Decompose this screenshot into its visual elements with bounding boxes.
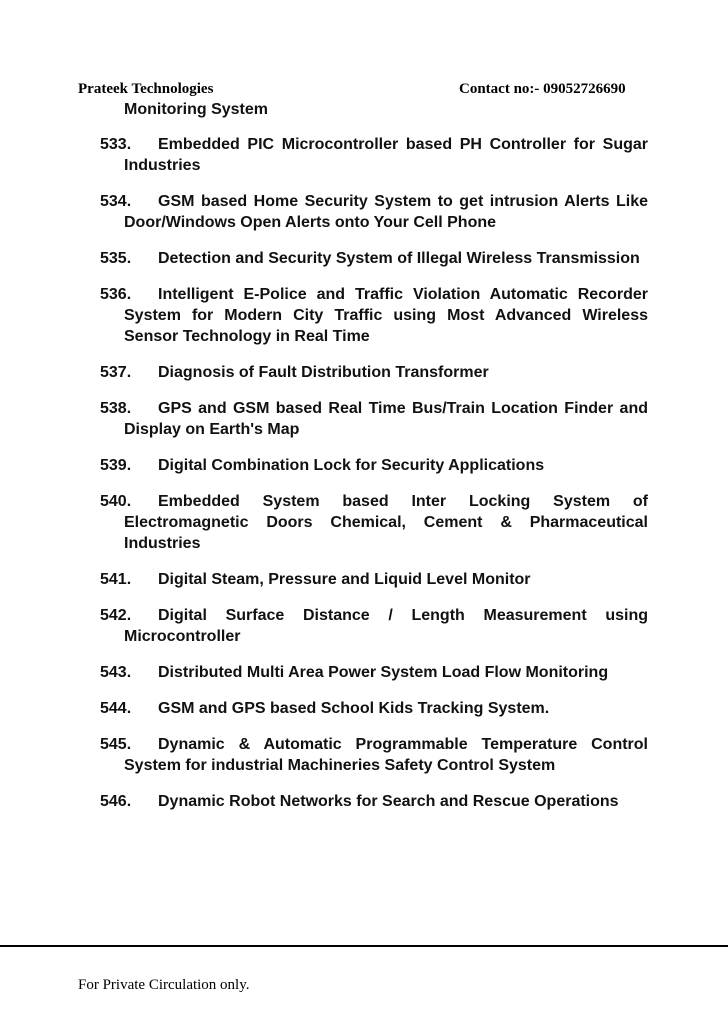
list-item [100,662,648,683]
item-text: Digital Steam, Pressure and Liquid Level Monitor [158,571,531,588]
item-text: Distributed Multi Area Power System Load Flow Monitoring [158,664,609,681]
item-number: 538. [100,400,132,417]
item-number: 539. [100,457,132,474]
contact-number: Contact no:- 09052726690 [459,81,626,97]
item-number: 537. [100,364,132,381]
footer-divider [0,945,728,947]
list-item [100,605,648,647]
item-text: Embedded System based Inter Locking System of Electromagnetic Doors Chemical, Cement & Pharmaceutical Industries [124,493,648,552]
project-list [100,99,648,827]
company-name: Prateek Technologies [78,81,214,97]
item-number: 544. [100,700,132,717]
item-text: GSM and GPS based School Kids Tracking System. [158,700,550,717]
list-item [100,398,648,440]
item-text: Dynamic Robot Networks for Search and Rescue Operations [158,793,619,810]
list-item [100,248,648,269]
item-text: Digital Combination Lock for Security Applications [158,457,545,474]
item-number: 541. [100,571,132,588]
item-text: Diagnosis of Fault Distribution Transformer [158,364,489,381]
item-number: 545. [100,736,132,753]
list-item [100,698,648,719]
items-container [100,134,648,812]
item-number: 535. [100,250,132,267]
item-number: 534. [100,193,132,210]
item-number: 540. [100,493,132,510]
item-number: 543. [100,664,132,681]
list-item [100,134,648,176]
item-number: 542. [100,607,132,624]
list-item [100,569,648,590]
item-text: Embedded PIC Microcontroller based PH Controller for Sugar Industries [124,136,648,174]
item-number: 536. [100,286,132,303]
item-text: GSM based Home Security System to get intrusion Alerts Like Door/Windows Open Alerts onto Your Cell Phone [124,193,648,231]
list-item [100,455,648,476]
item-text: Detection and Security System of Illegal Wireless Transmission [158,250,640,267]
list-item [100,734,648,776]
list-item [100,191,648,233]
list-item [100,491,648,554]
continued-line: Monitoring System [124,101,269,118]
footer-note: For Private Circulation only. [78,977,250,993]
item-text: Intelligent E-Police and Traffic Violation Automatic Recorder System for Modern City Traffic using Most Advanced Wireless Sensor Technology in Real Time [124,286,648,345]
list-item [100,791,648,812]
item-number: 546. [100,793,132,810]
item-text: Dynamic & Automatic Programmable Temperature Control System for industrial Machineries Safety Control System [124,736,648,774]
item-text: Digital Surface Distance / Length Measurement using Microcontroller [124,607,648,645]
list-item [100,284,648,347]
item-number: 533. [100,136,132,153]
list-item [100,362,648,383]
item-text: GPS and GSM based Real Time Bus/Train Location Finder and Display on Earth's Map [124,400,648,438]
